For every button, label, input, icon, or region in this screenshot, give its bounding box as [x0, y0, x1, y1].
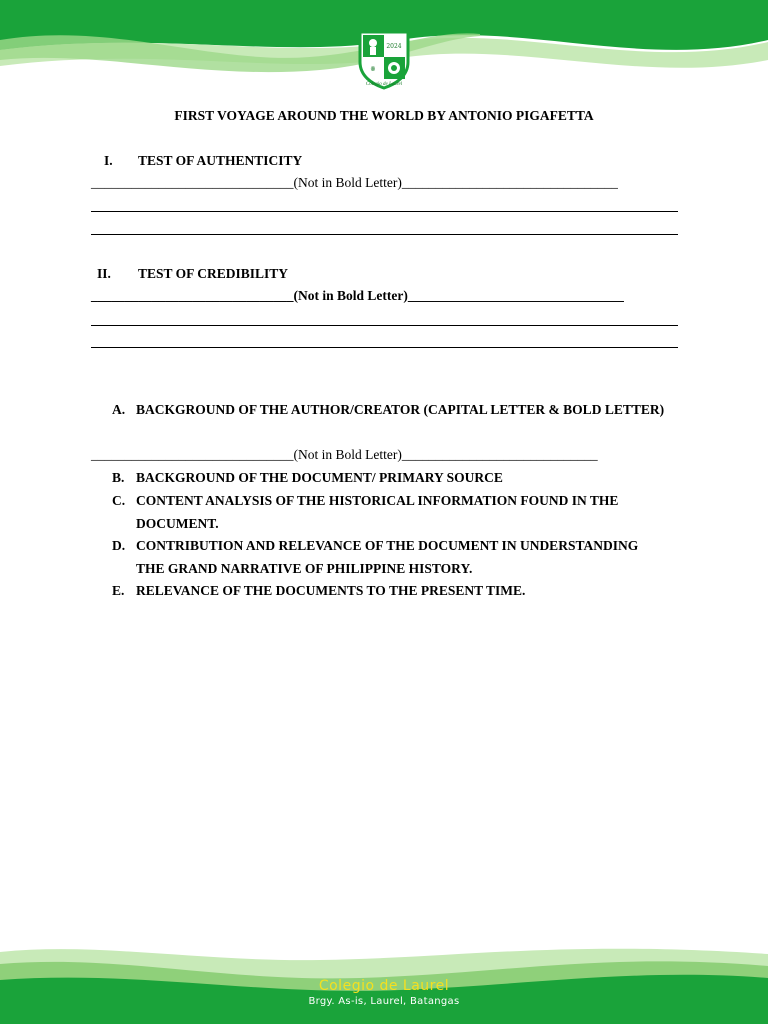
list-letter: A.: [112, 402, 126, 417]
section-number: II.: [97, 266, 111, 281]
blank-rule: [91, 211, 678, 212]
section-heading-authenticity: [104, 153, 302, 169]
list-item: [112, 467, 666, 490]
footer-school-name: Colegio de Laurel: [318, 978, 450, 994]
list-item: [112, 535, 656, 580]
list-letter: C.: [112, 493, 126, 508]
list-text: CONTENT ANALYSIS OF THE HISTORICAL INFORMATION FOUND IN THE DOCUMENT.: [136, 493, 619, 531]
blank-rule: [91, 234, 678, 235]
section-title: TEST OF AUTHENTICITY: [138, 153, 303, 168]
list-letter: E.: [112, 583, 125, 598]
section-title: TEST OF CREDIBILITY: [138, 266, 289, 281]
list-text: BACKGROUND OF THE AUTHOR/CREATOR (CAPITAL LETTER & BOLD LETTER): [136, 402, 665, 417]
svg-text:2024: 2024: [386, 43, 402, 50]
list-letter: D.: [112, 538, 126, 553]
crest-caption: Colegio de Laurel: [365, 82, 403, 87]
document-title: FIRST VOYAGE AROUND THE WORLD BY ANTONIO PIGAFETTA: [174, 108, 594, 123]
blank-rule: [91, 347, 678, 348]
list-text: BACKGROUND OF THE DOCUMENT/ PRIMARY SOURCE: [136, 470, 503, 485]
answer-line: ______________________________(Not in Bold Letter)_____________________________: [91, 447, 598, 462]
answer-line: ______________________________(Not in Bold Letter)________________________________: [91, 288, 624, 303]
svg-text:ꙮ: ꙮ: [370, 66, 376, 72]
section-heading-credibility: [97, 266, 288, 282]
list-text: CONTRIBUTION AND RELEVANCE OF THE DOCUMENT IN UNDERSTANDING THE GRAND NARRATIVE OF PHILIPPINE HISTORY.: [136, 538, 639, 576]
list-item: [112, 399, 666, 422]
list-item: [112, 580, 666, 603]
answer-line: ______________________________(Not in Bold Letter)________________________________: [91, 175, 618, 190]
list-item: [112, 490, 651, 535]
blank-rule: [91, 325, 678, 326]
section-number: I.: [104, 153, 113, 168]
footer-address: Brgy. As-is, Laurel, Batangas: [308, 996, 460, 1007]
school-crest-logo: [356, 28, 412, 90]
list-text: RELEVANCE OF THE DOCUMENTS TO THE PRESENT TIME.: [136, 583, 526, 598]
list-letter: B.: [112, 470, 125, 485]
